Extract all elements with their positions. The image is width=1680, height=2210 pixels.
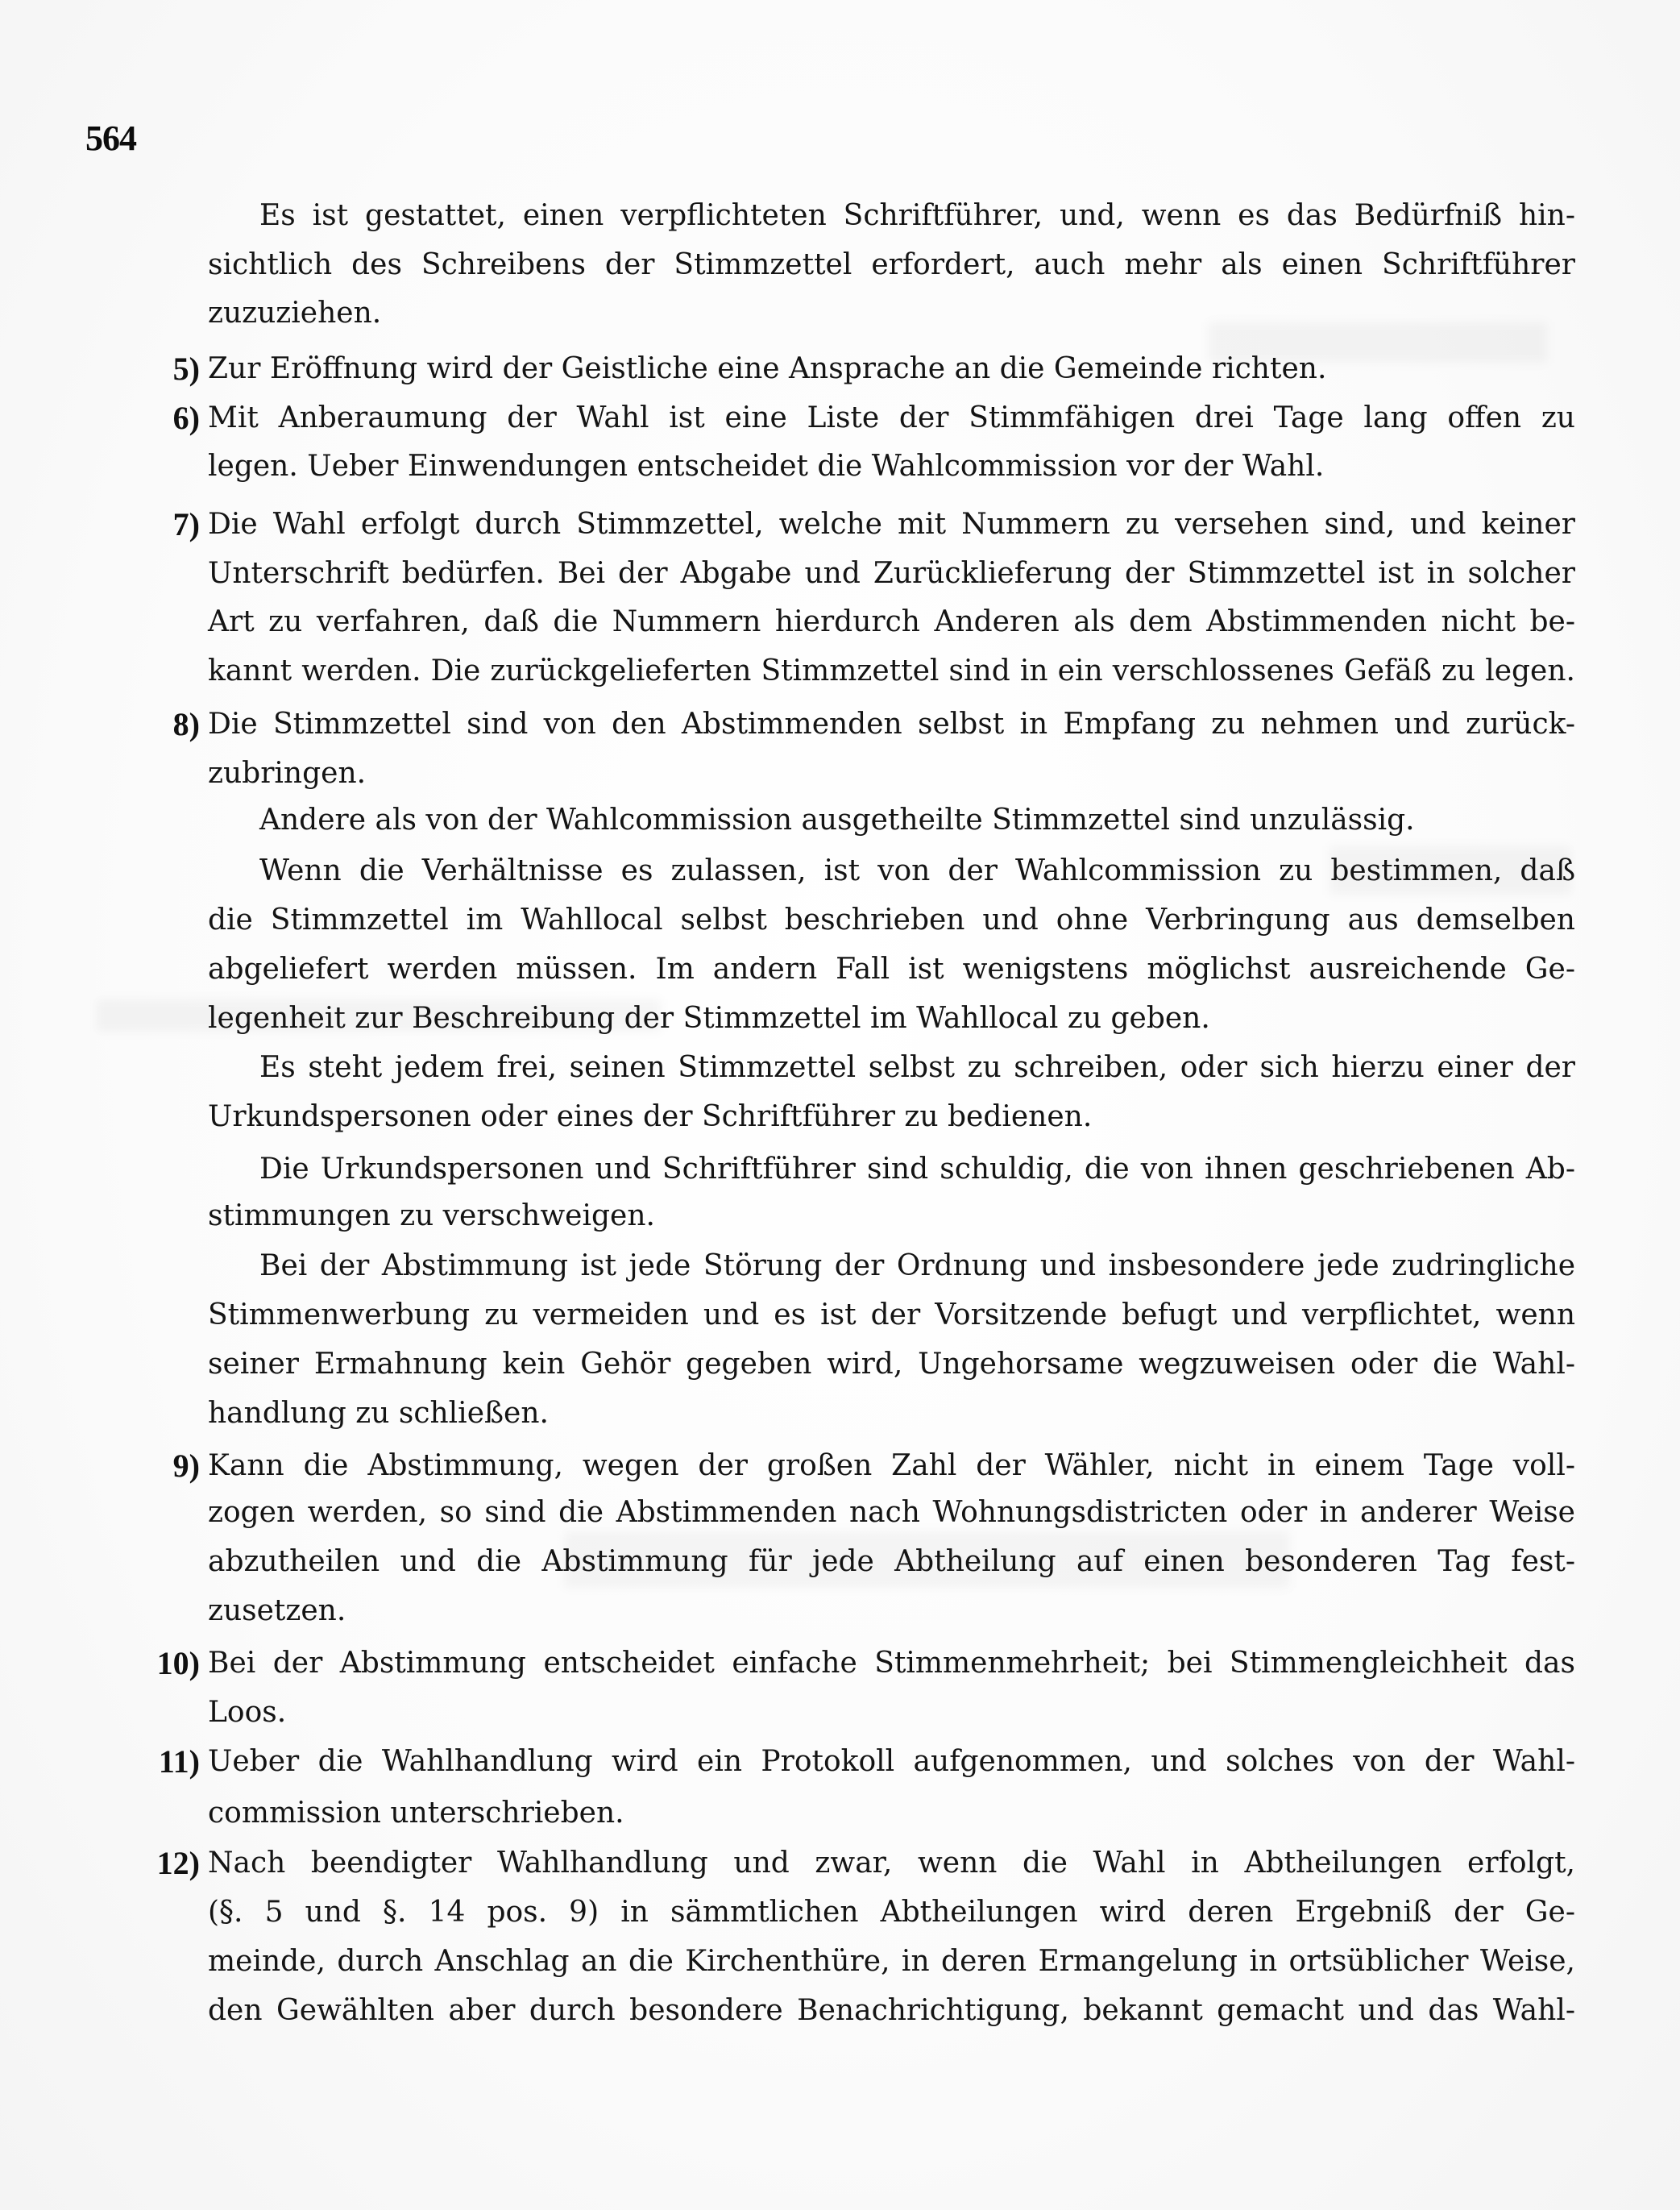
text-line: sichtlich des Schreibens der Stimmzettel erfordert, auch mehr als einen Schriftführer bbox=[208, 248, 1575, 281]
text-line: commission unterschrieben. bbox=[208, 1797, 624, 1830]
text-line: zusetzen. bbox=[208, 1594, 346, 1627]
text-line: Art zu verfahren, daß die Nummern hierdurch Anderen als dem Abstimmenden nicht be- bbox=[208, 605, 1575, 638]
item-number: 6) bbox=[172, 400, 200, 436]
text-line: Nach beendigter Wahlhandlung und zwar, wenn die Wahl in Abtheilungen erfolgt, bbox=[208, 1847, 1575, 1880]
text-line: zogen werden, so sind die Abstimmenden nach Wohnungsdistricten oder in anderer Weise bbox=[208, 1496, 1575, 1529]
text-line: Es ist gestattet, einen verpflichteten Schriftführer, und, wenn es das Bedürfniß hin- bbox=[259, 199, 1575, 232]
text-line: abgeliefert werden müssen. Im andern Fall ist wenigstens möglichst ausreichende Ge- bbox=[208, 953, 1575, 986]
text-line: legenheit zur Beschreibung der Stimmzettel im Wahllocal zu geben. bbox=[208, 1002, 1210, 1035]
text-line: (§. 5 und §. 14 pos. 9) in sämmtlichen Abtheilungen wird deren Ergebniß der Ge- bbox=[208, 1896, 1575, 1929]
text-line: abzutheilen und die Abstimmung für jede Abtheilung auf einen besonderen Tag fest- bbox=[208, 1545, 1575, 1578]
text-line: Ueber die Wahlhandlung wird ein Protokoll aufgenommen, und solches von der Wahl- bbox=[208, 1745, 1575, 1778]
text-line: kannt werden. Die zurückgelieferten Stimmzettel sind in ein verschlossenes Gefäß zu legen. bbox=[208, 654, 1575, 688]
item-number: 5) bbox=[172, 351, 200, 387]
text-line: Wenn die Verhältnisse es zulassen, ist von der Wahlcommission zu bestimmen, daß bbox=[259, 854, 1575, 887]
text-line: zuzuziehen. bbox=[208, 297, 382, 330]
text-line: Andere als von der Wahlcommission ausgetheilte Stimmzettel sind unzulässig. bbox=[259, 804, 1415, 837]
text-line: Loos. bbox=[208, 1696, 287, 1729]
text-line: Kann die Abstimmung, wegen der großen Zahl der Wähler, nicht in einem Tage voll- bbox=[208, 1449, 1575, 1482]
item-number: 8) bbox=[172, 706, 200, 742]
text-line: stimmungen zu verschweigen. bbox=[208, 1199, 655, 1232]
text-line: legen. Ueber Einwendungen entscheidet die Wahlcommission vor der Wahl. bbox=[208, 450, 1325, 483]
text-line: Urkundspersonen oder eines der Schriftführer zu bedienen. bbox=[208, 1100, 1093, 1133]
text-line: die Stimmzettel im Wahllocal selbst beschrieben und ohne Verbringung aus demselben bbox=[208, 904, 1575, 937]
text-line: seiner Ermahnung kein Gehör gegeben wird, Ungehorsame wegzuweisen oder die Wahl- bbox=[208, 1348, 1575, 1381]
page-number: 564 bbox=[85, 118, 136, 158]
text-line: handlung zu schließen. bbox=[208, 1397, 549, 1430]
text-line: Zur Eröffnung wird der Geistliche eine Ansprache an die Gemeinde richten. bbox=[208, 352, 1327, 385]
item-number: 11) bbox=[158, 1743, 200, 1780]
item-number: 9) bbox=[172, 1448, 200, 1484]
text-line: Bei der Abstimmung ist jede Störung der Ordnung und insbesondere jede zudringliche bbox=[259, 1249, 1575, 1282]
text-line: den Gewählten aber durch besondere Benachrichtigung, bekannt gemacht und das Wahl- bbox=[208, 1994, 1575, 2027]
text-line: Unterschrift bedürfen. Bei der Abgabe und Zurücklieferung der Stimmzettel ist in solcher bbox=[208, 557, 1575, 590]
text-line: meinde, durch Anschlag an die Kirchenthüre, in deren Ermangelung in ortsüblicher Weise, bbox=[208, 1945, 1575, 1978]
text-line: Stimmenwerbung zu vermeiden und es ist der Vorsitzende befugt und verpflichtet, wenn bbox=[208, 1298, 1575, 1331]
text-line: Die Urkundspersonen und Schriftführer sind schuldig, die von ihnen geschriebenen Ab- bbox=[259, 1153, 1575, 1186]
item-number: 7) bbox=[172, 506, 200, 542]
text-line: Mit Anberaumung der Wahl ist eine Liste der Stimmfähigen drei Tage lang offen zu bbox=[208, 401, 1575, 434]
text-line: Bei der Abstimmung entscheidet einfache Stimmenmehrheit; bei Stimmengleichheit das bbox=[208, 1647, 1575, 1680]
text-line: Es steht jedem frei, seinen Stimmzettel selbst zu schreiben, oder sich hierzu einer der bbox=[259, 1051, 1575, 1084]
text-line: Die Wahl erfolgt durch Stimmzettel, welche mit Nummern zu versehen sind, und keiner bbox=[208, 508, 1575, 541]
item-number: 10) bbox=[156, 1645, 200, 1681]
item-number: 12) bbox=[156, 1845, 200, 1881]
text-line: zubringen. bbox=[208, 757, 367, 790]
text-line: Die Stimmzettel sind von den Abstimmenden selbst in Empfang zu nehmen und zurück- bbox=[208, 708, 1575, 741]
